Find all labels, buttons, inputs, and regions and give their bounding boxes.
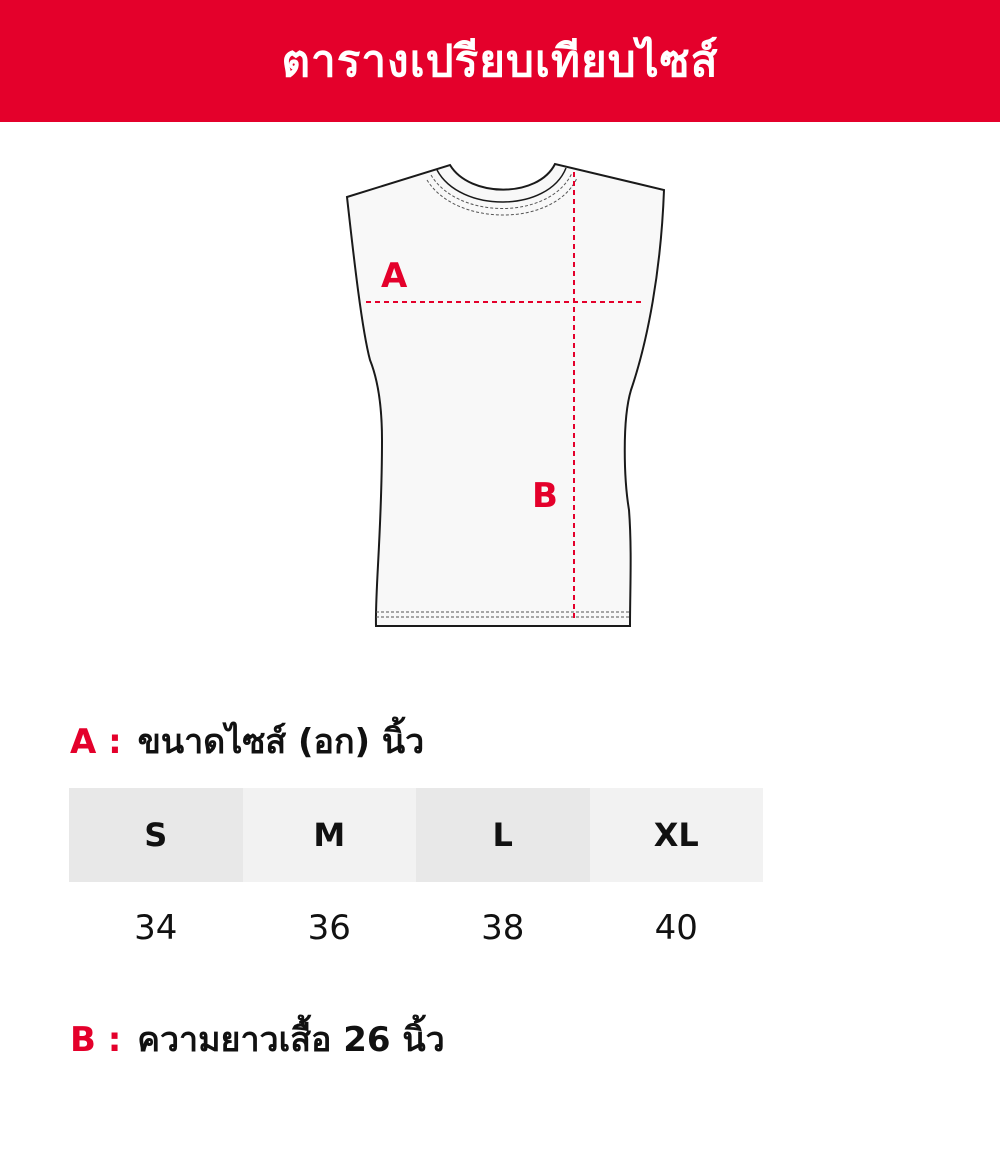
size-header-s: S: [69, 788, 243, 882]
size-header-l: L: [416, 788, 590, 882]
page-title: ตารางเปรียบเทียบไซส์: [281, 36, 719, 87]
shirt-outline: [347, 164, 664, 626]
measure-label-b: B: [532, 476, 558, 516]
measure-label-a: A: [381, 256, 408, 296]
sleeveless-shirt-illustration: [330, 150, 680, 640]
size-header-row: [69, 788, 763, 882]
chest-size-label: ขนาดไซส์ (อก) นิ้ว: [137, 722, 425, 762]
chest-size-key: A :: [70, 722, 122, 762]
chest-size-heading: [70, 714, 424, 768]
shirt-length-heading: [70, 1012, 445, 1066]
shirt-length-label: ความยาวเสื้อ 26 นิ้ว: [137, 1020, 445, 1060]
title-banner: [0, 0, 1000, 122]
size-value-xl: 40: [654, 908, 698, 948]
size-value-m: 36: [307, 908, 351, 948]
shirt-length-key: B :: [70, 1020, 122, 1060]
size-value-s: 34: [134, 908, 178, 948]
shirt-diagram: [330, 150, 680, 640]
size-header-xl: XL: [590, 788, 764, 882]
size-table: [69, 788, 763, 974]
size-header-m: M: [243, 788, 417, 882]
size-value-l: 38: [481, 908, 525, 948]
size-value-row: [69, 882, 763, 974]
